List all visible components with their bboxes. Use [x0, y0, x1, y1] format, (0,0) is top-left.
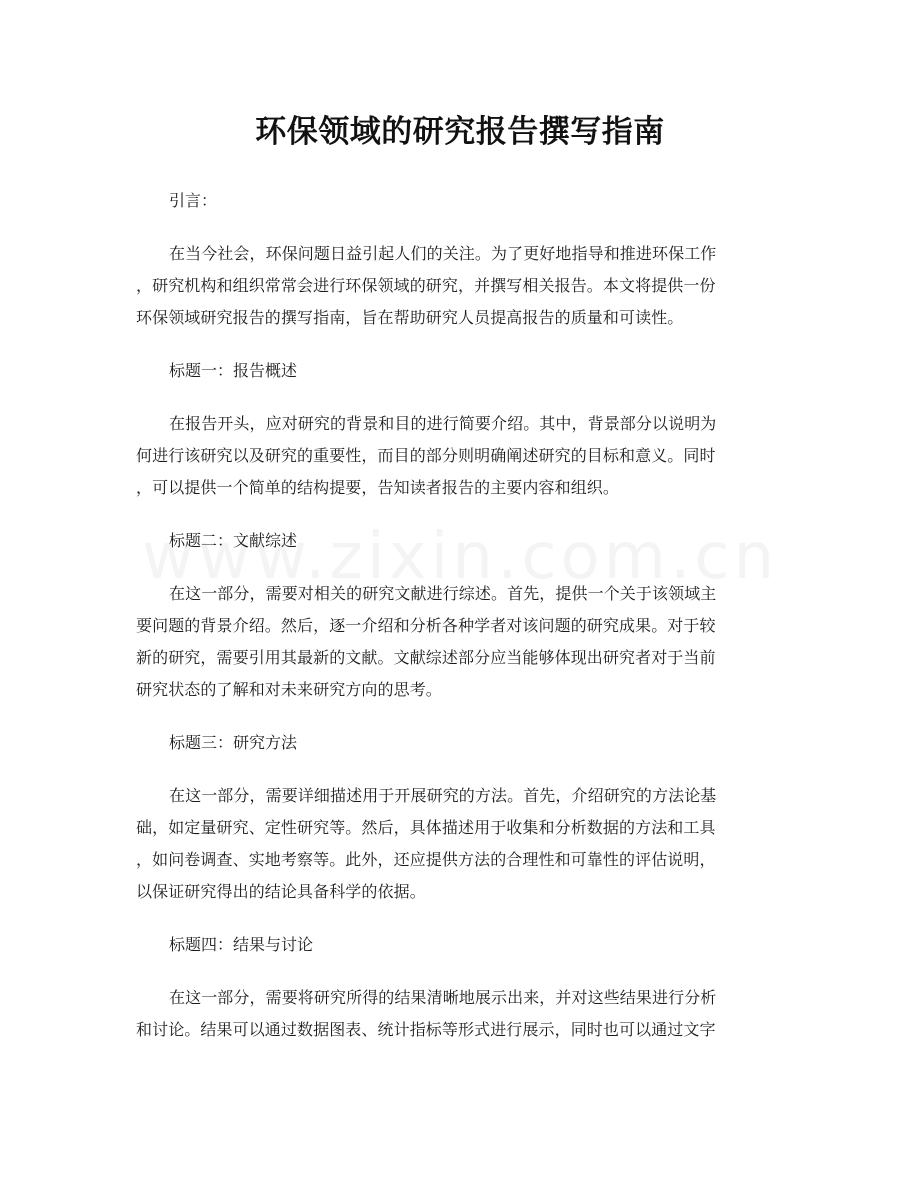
page-title: 环保领域的研究报告撰写指南 — [255, 114, 665, 150]
paragraph-methods — [136, 780, 787, 908]
paragraph-line: 在报告开头，应对研究的背景和目的进行简要介绍。其中，背景部分以说明为 — [169, 414, 717, 433]
section-label-methods: 标题三：研究方法 — [169, 733, 298, 752]
paragraph-literature — [136, 578, 787, 706]
paragraph-results — [136, 982, 787, 1046]
section-label-intro: 引言： — [169, 191, 218, 210]
paragraph-line: 研究状态的了解和对未来研究方向的思考。 — [136, 680, 442, 699]
paragraph-line: 新的研究，需要引用其最新的文献。文献综述部分应当能够体现出研究者对于当前 — [136, 648, 716, 667]
paragraph-overview — [136, 408, 787, 504]
paragraph-line: ，研究机构和组织常常会进行环保领域的研究，并撰写相关报告。本文将提供一份 — [136, 276, 716, 295]
paragraph-line: 何进行该研究以及研究的重要性，而目的部分则明确阐述研究的目标和意义。同时 — [136, 446, 716, 465]
paragraph-line: 在当今社会，环保问题日益引起人们的关注。为了更好地指导和推进环保工作 — [169, 244, 717, 263]
paragraph-line: 环保领域研究报告的撰写指南，旨在帮助研究人员提高报告的质量和可读性。 — [136, 308, 684, 327]
paragraph-line: 在这一部分，需要详细描述用于开展研究的方法。首先，介绍研究的方法论基 — [169, 786, 717, 805]
paragraph-line: 础，如定量研究、定性研究等。然后，具体描述用于收集和分析数据的方法和工具 — [136, 818, 716, 837]
section-label-literature: 标题二：文献综述 — [169, 531, 298, 550]
section-label-results: 标题四：结果与讨论 — [169, 935, 314, 954]
paragraph-line: 以保证研究得出的结论具备科学的依据。 — [136, 882, 426, 901]
paragraph-intro — [136, 238, 787, 334]
section-label-overview: 标题一：报告概述 — [169, 361, 298, 380]
paragraph-line: ，如问卷调查、实地考察等。此外，还应提供方法的合理性和可靠性的评估说明， — [136, 850, 716, 869]
paragraph-line: 和讨论。结果可以通过数据图表、统计指标等形式进行展示，同时也可以通过文字 — [136, 1020, 716, 1039]
paragraph-line: 在这一部分，需要将研究所得的结果清晰地展示出来，并对这些结果进行分析 — [169, 988, 717, 1007]
paragraph-line: 在这一部分，需要对相关的研究文献进行综述。首先，提供一个关于该领域主 — [169, 584, 717, 603]
document-body — [136, 184, 787, 1046]
paragraph-line: 要问题的背景介绍。然后，逐一介绍和分析各种学者对该问题的研究成果。对于较 — [136, 616, 716, 635]
paragraph-line: ，可以提供一个简单的结构提要，告知读者报告的主要内容和组织。 — [136, 478, 620, 497]
